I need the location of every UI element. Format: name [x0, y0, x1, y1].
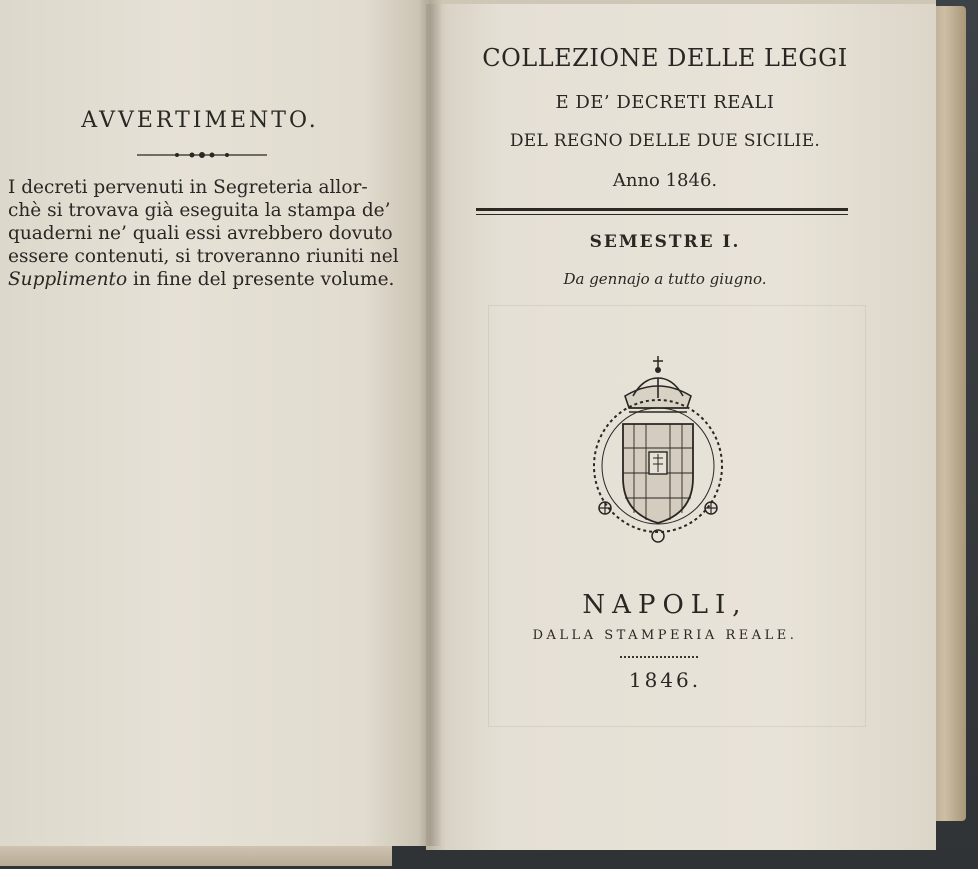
notice-line: I decreti pervenuti in Segreteria allor- — [8, 177, 368, 198]
year-line: Anno 1846. — [612, 170, 718, 191]
supplement-word: Supplimento — [8, 269, 128, 290]
notice-line: chè si trovava già eseguita la stampa de’ — [8, 200, 391, 221]
notice-heading: AVVERTIMENTO. — [81, 108, 319, 133]
notice-line: essere contenuti, si troveranno riuniti nel — [8, 246, 399, 267]
title-line-1: COLLEZIONE DELLE LEGGI — [482, 44, 848, 72]
double-rule-thin — [476, 214, 848, 215]
imprint-date: 1846. — [628, 668, 702, 692]
city-label: NAPOLI, — [582, 590, 748, 620]
left-page — [0, 0, 428, 846]
period-label: Da gennajo a tutto giugno. — [563, 270, 767, 288]
royal-crest-icon — [583, 348, 733, 548]
double-rule-thick — [476, 208, 848, 211]
dotted-rule — [620, 656, 698, 662]
ornament-divider-icon — [137, 150, 267, 160]
printer-label: DALLA STAMPERIA REALE. — [532, 628, 798, 643]
notice-line: quaderni ne’ quali essi avrebbero dovuto — [8, 223, 393, 244]
semester-label: SEMESTRE I. — [589, 232, 741, 252]
book-gutter — [418, 0, 442, 846]
notice-line-tail: in fine del presente volume. — [127, 269, 395, 290]
notice-body — [8, 176, 399, 291]
notice-line-last — [8, 268, 395, 291]
title-line-3: DEL REGNO DELLE DUE SICILIE. — [509, 131, 821, 151]
title-line-2: E DE’ DECRETI REALI — [555, 92, 775, 113]
